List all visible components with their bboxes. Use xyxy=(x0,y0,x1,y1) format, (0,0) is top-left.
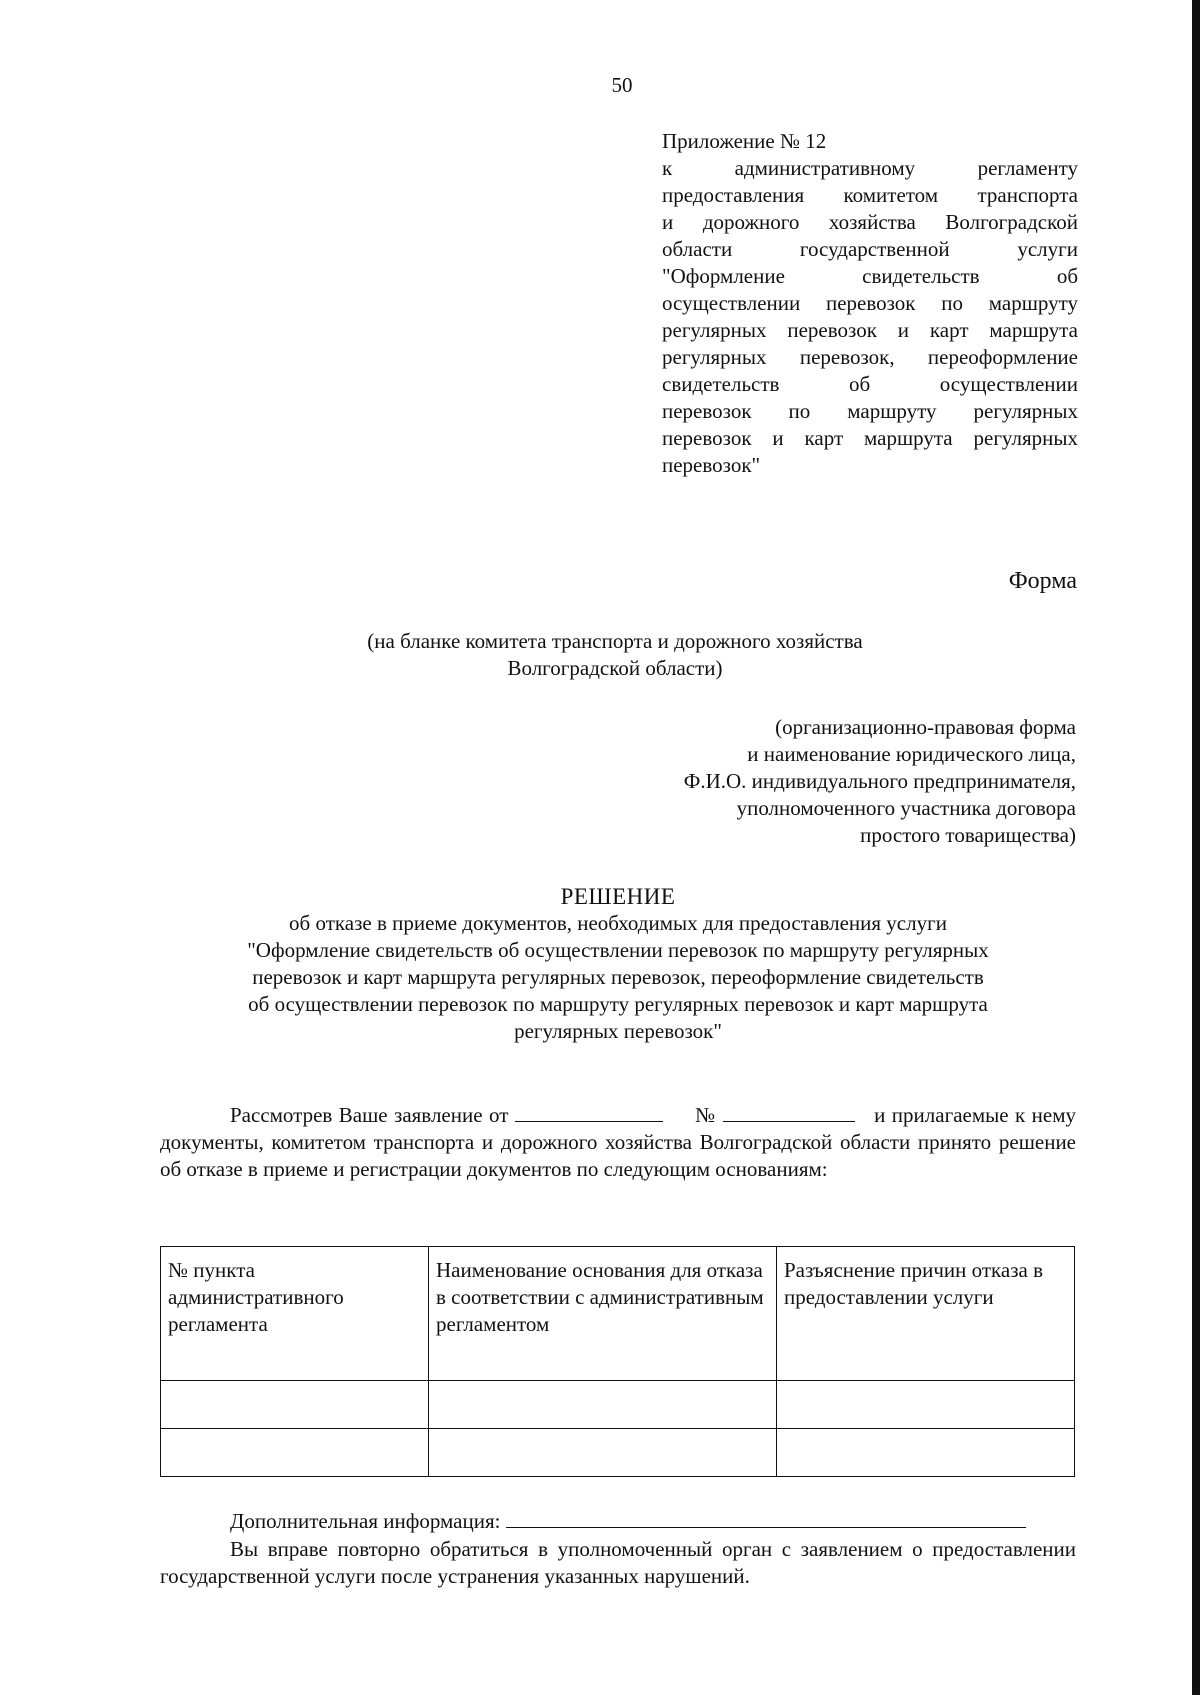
appendix-line: перевозок по маршруту регулярных xyxy=(662,399,1078,423)
recipient-line: (организационно-правовая форма xyxy=(775,715,1076,739)
decision-subtitle-line: "Оформление свидетельств об осуществлении перевозок по маршруту регулярных xyxy=(247,938,989,962)
additional-info-label: Дополнительная информация: xyxy=(230,1509,501,1533)
letterhead-note xyxy=(200,628,1030,682)
table-header-explanation: Разъяснение причин отказа в предоставлении услуги xyxy=(777,1247,1075,1381)
appendix-header xyxy=(662,128,1078,479)
appeal-text: Вы вправе повторно обратиться в уполномоченный орган с заявлением о предоставлении государственной услуги после устранения указанных нарушений. xyxy=(160,1537,1076,1588)
table-cell[interactable] xyxy=(777,1429,1075,1477)
table-header-reason-name: Наименование основания для отказа в соответствии с административным регламентом xyxy=(429,1247,777,1381)
form-label: Форма xyxy=(1008,568,1077,594)
table-cell[interactable] xyxy=(161,1381,429,1429)
appendix-line: свидетельств об осуществлении xyxy=(662,372,1078,396)
appendix-line: области государственной услуги xyxy=(662,237,1078,261)
appendix-line: регулярных перевозок, переоформление xyxy=(662,345,1078,369)
decision-subtitle-line: перевозок и карт маршрута регулярных перевозок, переоформление свидетельств xyxy=(252,965,984,989)
application-date-field[interactable] xyxy=(515,1103,663,1122)
refusal-reasons-table xyxy=(160,1246,1075,1477)
table-row xyxy=(161,1429,1075,1477)
decision-subtitle-line: регулярных перевозок" xyxy=(514,1019,722,1043)
decision-body xyxy=(160,1102,1076,1183)
appendix-line: Приложение № 12 xyxy=(662,129,827,153)
letterhead-note-line: Волгоградской области) xyxy=(507,656,723,680)
table-row xyxy=(161,1381,1075,1429)
table-header-row xyxy=(161,1247,1075,1381)
recipient-block xyxy=(560,714,1076,849)
application-number-field[interactable] xyxy=(723,1103,855,1122)
decision-title: РЕШЕНИЕ xyxy=(560,884,676,909)
appendix-line: осуществлении перевозок по маршруту xyxy=(662,291,1078,315)
table-cell[interactable] xyxy=(777,1381,1075,1429)
table-cell[interactable] xyxy=(429,1381,777,1429)
additional-info-field[interactable] xyxy=(506,1509,1026,1528)
appendix-line: перевозок" xyxy=(662,453,761,477)
body-number-sign: № xyxy=(695,1103,717,1127)
recipient-line: Ф.И.О. индивидуального предпринимателя, xyxy=(683,769,1076,793)
appendix-line: и дорожного хозяйства Волгоградской xyxy=(662,210,1078,234)
body-text-start: Рассмотрев Ваше заявление от xyxy=(230,1103,509,1127)
table-cell[interactable] xyxy=(161,1429,429,1477)
recipient-line: простого товарищества) xyxy=(860,823,1076,847)
table-cell[interactable] xyxy=(429,1429,777,1477)
recipient-line: уполномоченного участника договора xyxy=(736,796,1076,820)
recipient-line: и наименование юридического лица, xyxy=(747,742,1076,766)
table-header-clause-number: № пункта административного регламента xyxy=(161,1247,429,1381)
appendix-line: "Оформление свидетельств об xyxy=(662,264,1078,288)
appendix-line: перевозок и карт маршрута регулярных xyxy=(662,426,1078,450)
body-text-rest: и прилагаемые к нему документы, комитетом транспорта и дорожного хозяйства Волгоградской области принято решение об отказе в приеме и регистрации документов по следующим основаниям: xyxy=(160,1103,1077,1181)
page-edge-border xyxy=(1192,0,1200,1695)
additional-info xyxy=(160,1508,1076,1535)
decision-subtitle-line: об отказе в приеме документов, необходимых для предоставления услуги xyxy=(289,911,947,935)
appendix-line: к административному регламенту xyxy=(662,156,1078,180)
appendix-line: предоставления комитетом транспорта xyxy=(662,183,1078,207)
letterhead-note-line: (на бланке комитета транспорта и дорожного хозяйства xyxy=(367,629,863,653)
appeal-paragraph xyxy=(160,1536,1076,1590)
decision-subtitle-line: об осуществлении перевозок по маршруту регулярных перевозок и карт маршрута xyxy=(248,992,988,1016)
decision-subtitle xyxy=(160,910,1076,1045)
page-number: 50 xyxy=(611,73,633,97)
appendix-line: регулярных перевозок и карт маршрута xyxy=(662,318,1078,342)
